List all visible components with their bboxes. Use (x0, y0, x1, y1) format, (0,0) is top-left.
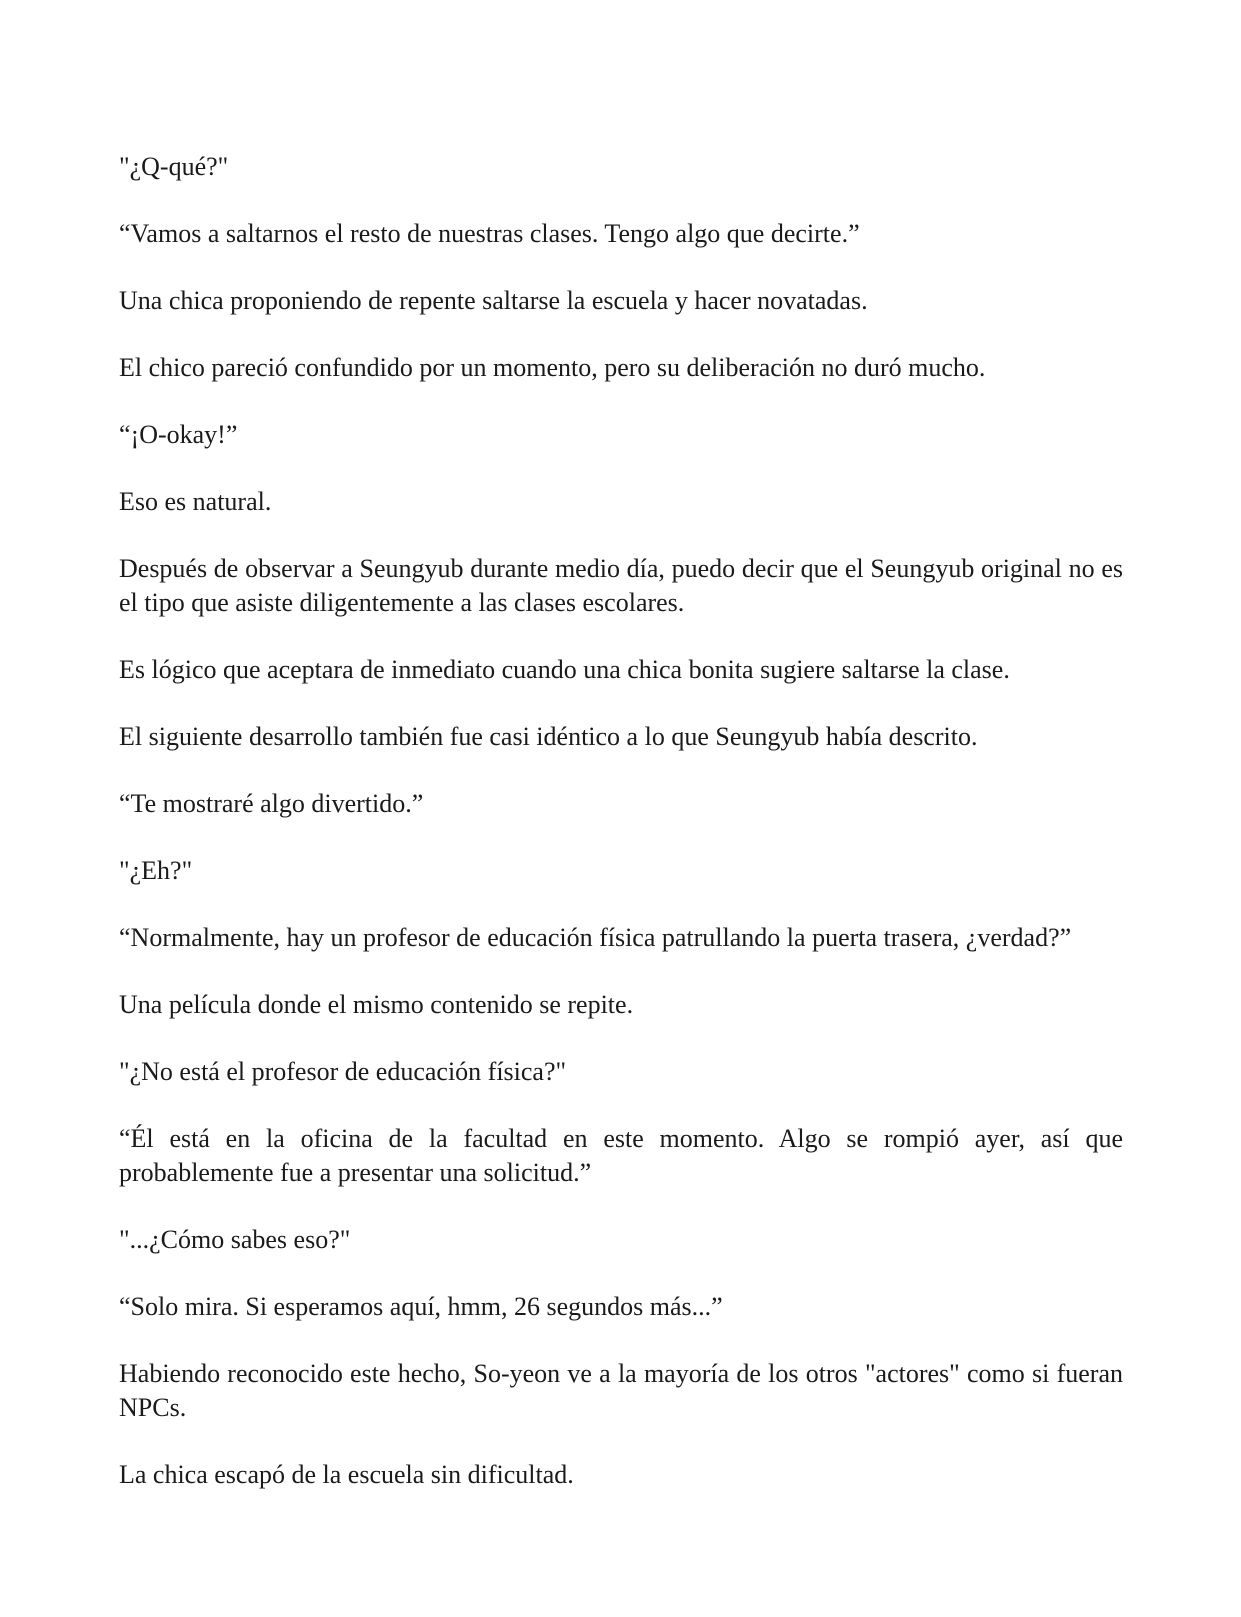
paragraph: Es lógico que aceptara de inmediato cuando una chica bonita sugiere saltarse la clase. (119, 655, 1010, 684)
paragraph: "¿Eh?" (119, 856, 193, 885)
paragraph: Habiendo reconocido este hecho, So-yeon ve a la mayoría de los otros "actores" como si fueran NPCs. (119, 1359, 1123, 1422)
paragraph: Eso es natural. (119, 487, 272, 516)
paragraph: “¡O-okay!” (119, 420, 238, 449)
paragraph: “Solo mira. Si esperamos aquí, hmm, 26 segundos más...” (119, 1292, 723, 1321)
paragraph: "¿Q-qué?" (119, 152, 229, 181)
paragraph: Después de observar a Seungyub durante medio día, puedo decir que el Seungyub original no es el tipo que asiste diligentemente a las clases escolares. (119, 554, 1123, 617)
paragraph: El chico pareció confundido por un momento, pero su deliberación no duró mucho. (119, 353, 986, 382)
paragraph: “Normalmente, hay un profesor de educación física patrullando la puerta trasera, ¿verdad?” (119, 923, 1072, 952)
paragraph: “Él está en la oficina de la facultad en este momento. Algo se rompió ayer, así que probablemente fue a presentar una solicitud.” (119, 1124, 1123, 1187)
paragraph: La chica escapó de la escuela sin dificultad. (119, 1460, 574, 1489)
paragraph: “Te mostraré algo divertido.” (119, 789, 424, 818)
paragraph: "¿No está el profesor de educación física?" (119, 1057, 567, 1086)
paragraph: "...¿Cómo sabes eso?" (119, 1225, 351, 1254)
paragraph: Una película donde el mismo contenido se repite. (119, 990, 634, 1019)
paragraph: “Vamos a saltarnos el resto de nuestras clases. Tengo algo que decirte.” (119, 219, 860, 248)
document-body (119, 150, 1123, 1525)
paragraph: El siguiente desarrollo también fue casi idéntico a lo que Seungyub había descrito. (119, 722, 978, 751)
paragraph: Una chica proponiendo de repente saltarse la escuela y hacer novatadas. (119, 286, 868, 315)
